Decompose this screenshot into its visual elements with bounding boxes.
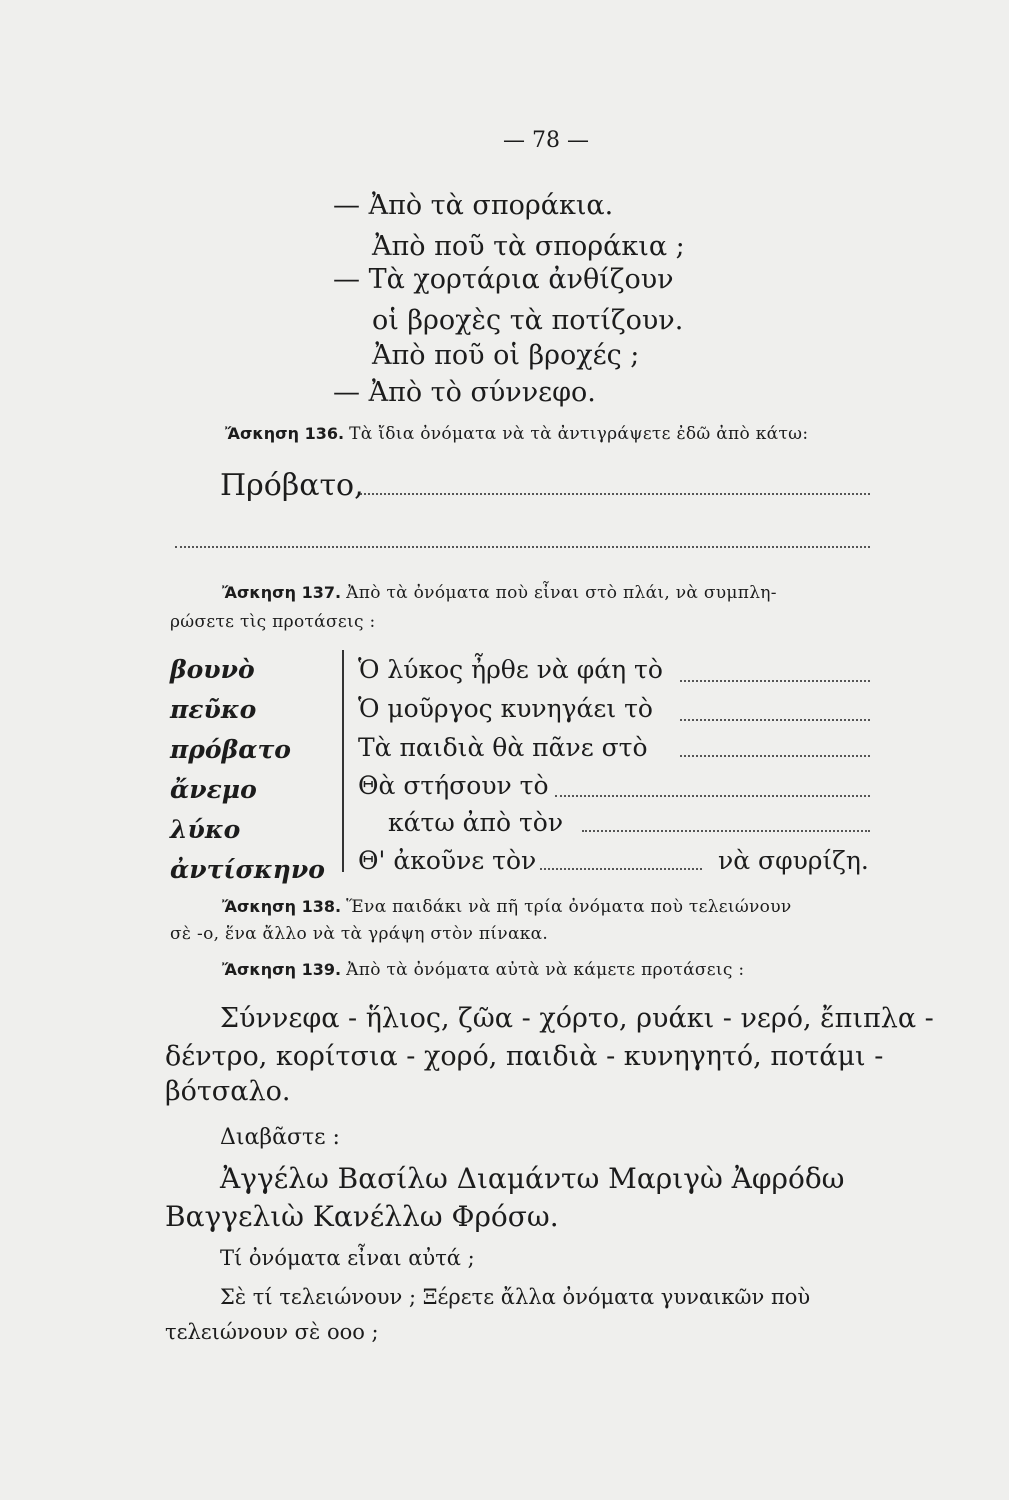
exercise-139-line-2: δέντρο, κορίτσια - χορό, παιδιὰ - κυνηγητό, ποτάμι -	[165, 1041, 884, 1072]
read-names-1: Ἀγγέλω Βασίλω Διαμάντω Μαριγὼ Ἀφρόδω	[220, 1162, 845, 1195]
word-item: πεῦκο	[170, 695, 257, 724]
exercise-136-text: Τὰ ἴδια ὀνόματα νὰ τὰ ἀντιγράψετε ἐδῶ ἀπὸ κάτω:	[349, 424, 809, 444]
poem-line-4: οἱ βροχὲς τὰ ποτίζουν.	[372, 305, 684, 336]
poem-line-1: — Ἀπὸ τὰ σποράκια.	[333, 190, 614, 221]
exercise-136	[225, 424, 808, 444]
sentence-2: Ὁ μοῦργος κυνηγάει τὸ	[358, 694, 653, 723]
exercise-139-text: Ἀπὸ τὰ ὀνόματα αὐτὰ νὰ κάμετε προτάσεις :	[346, 960, 745, 980]
poem-line-2: Ἀπὸ ποῦ τὰ σποράκια ;	[372, 231, 685, 262]
word-item: ἄνεμο	[170, 775, 257, 804]
exercise-138-text-2: σὲ -ο, ἕνα ἄλλο νὰ τὰ γράψη στὸν πίνακα.	[170, 924, 549, 944]
blank-4[interactable]	[555, 795, 870, 797]
sentence-4: Θὰ στήσουν τὸ	[358, 771, 549, 800]
poem-line-5: Ἀπὸ ποῦ οἱ βροχές ;	[372, 340, 640, 371]
read-heading: Διαβᾶστε :	[220, 1125, 340, 1150]
exercise-137	[222, 583, 777, 603]
blank-5[interactable]	[582, 830, 870, 832]
word-item: ἀντίσκηνο	[170, 855, 325, 884]
read-names-2: Βαγγελιὼ Κανέλλω Φρόσω.	[165, 1200, 559, 1233]
divider-line	[342, 650, 344, 872]
exercise-139-label: Ἄσκηση 139.	[222, 960, 342, 979]
exercise-139	[222, 960, 744, 980]
blank-3[interactable]	[680, 755, 870, 757]
answer-line-136-2[interactable]	[175, 546, 870, 548]
exercise-137-label: Ἄσκηση 137.	[222, 583, 342, 602]
word-item: λύκο	[170, 815, 241, 844]
exercise-138	[222, 897, 791, 917]
word-item: πρόβατο	[170, 735, 291, 764]
exercise-138-label: Ἄσκηση 138.	[222, 897, 342, 916]
exercise-137-text-1: Ἀπὸ τὰ ὀνόματα ποὺ εἶναι στὸ πλάι, νὰ συμπλη-	[346, 583, 777, 603]
sentence-3: Τὰ παιδιὰ θὰ πᾶνε στὸ	[358, 733, 648, 762]
poem-line-3: — Τὰ χορτάρια ἀνθίζουν	[333, 264, 674, 295]
exercise-139-line-1: Σύννεφα - ἥλιος, ζῶα - χόρτο, ρυάκι - νερό, ἔπιπλα -	[220, 1003, 934, 1034]
exercise-137-text-2: ρώσετε τὶς προτάσεις :	[170, 612, 376, 632]
exercise-136-start-word: Πρόβατο,	[220, 468, 364, 503]
read-question-2-line-2: τελειώνουν σὲ οοο ;	[165, 1320, 379, 1344]
sentence-5: κάτω ἀπὸ τὸν	[388, 808, 564, 837]
read-question-2-line-1: Σὲ τί τελειώνουν ; Ξέρετε ἄλλα ὀνόματα γυναικῶν ποὺ	[220, 1285, 811, 1309]
read-question-1: Τί ὀνόματα εἶναι αὐτά ;	[220, 1246, 475, 1270]
sentence-6-tail: νὰ σφυρίζη.	[718, 846, 869, 875]
exercise-138-text-1: Ἕνα παιδάκι νὰ πῆ τρία ὀνόματα ποὺ τελειώνουν	[346, 897, 792, 917]
exercise-136-label: Ἄσκηση 136.	[225, 424, 345, 443]
exercise-139-line-3: βότσαλο.	[165, 1076, 291, 1107]
blank-6[interactable]	[540, 868, 702, 870]
answer-line-136-1[interactable]	[360, 493, 870, 495]
word-list	[170, 650, 325, 890]
blank-2[interactable]	[680, 719, 870, 721]
poem-line-6: — Ἀπὸ τὸ σύννεφο.	[333, 377, 596, 408]
page-number: — 78 —	[503, 128, 589, 153]
word-item: βουνὸ	[170, 655, 255, 684]
sentence-1: Ὁ λύκος ἦρθε νὰ φάη τὸ	[358, 655, 663, 684]
sentence-6: Θ' ἀκοῦνε τὸν	[358, 846, 537, 875]
blank-1[interactable]	[680, 680, 870, 682]
